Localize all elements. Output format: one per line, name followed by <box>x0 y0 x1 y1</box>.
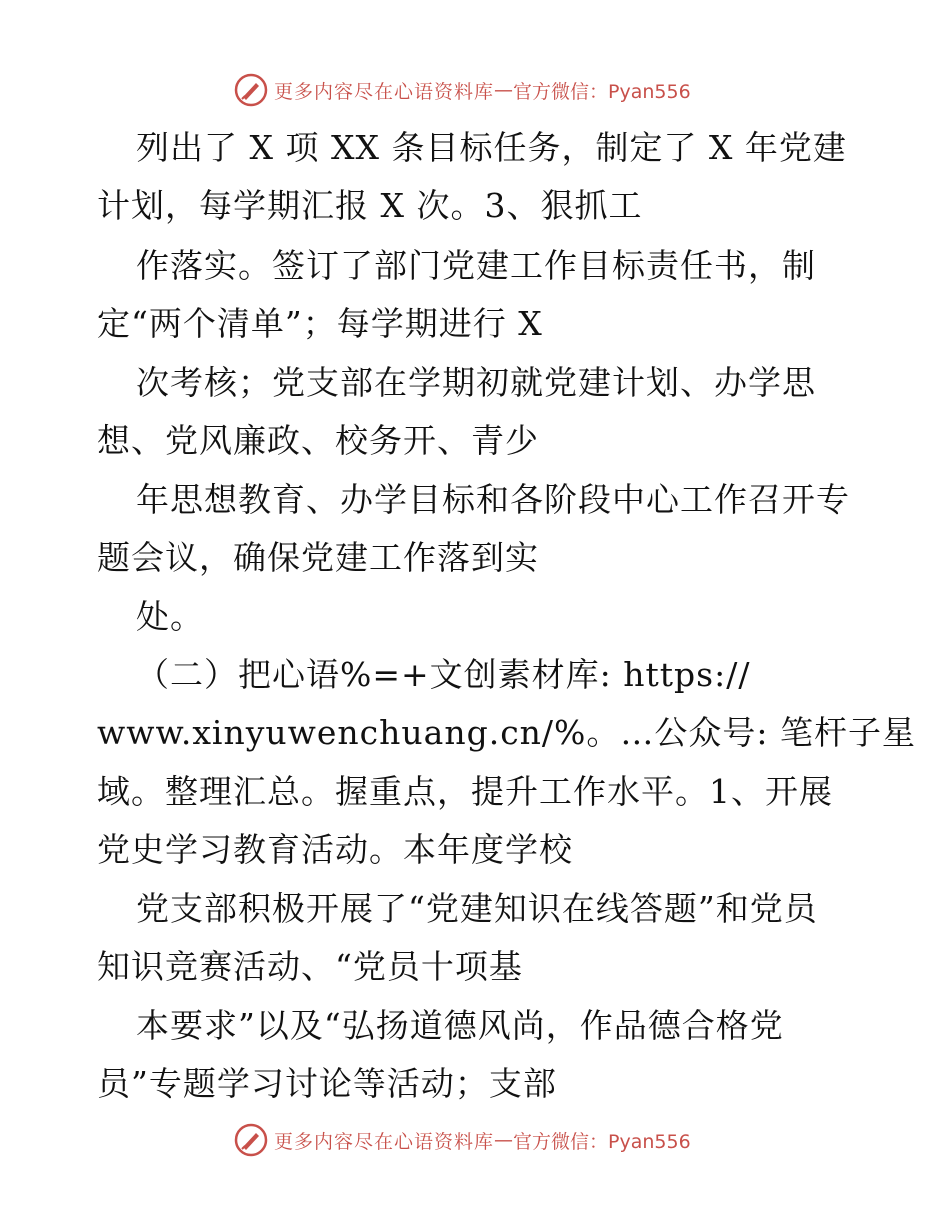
body-line: 想、党风廉政、校务开、青少 <box>97 421 539 460</box>
watermark-separator: — <box>494 79 514 101</box>
body-line: 域。整理汇总。握重点，提升工作水平。1、开展 <box>97 772 833 811</box>
body-line: www.xinyuwenchuang.cn/%。…公众号: 笔杆子星 <box>97 713 917 752</box>
quill-seal-icon <box>234 1123 268 1157</box>
section-heading: （二）把心语%=+文创素材库: https:// <box>136 655 751 694</box>
quill-seal-icon <box>234 73 268 107</box>
body-line: 知识竞赛活动、“党员十项基 <box>97 947 523 986</box>
body-line: 党史学习教育活动。本年度学校 <box>97 830 573 869</box>
body-line: 年思想教育、办学目标和各阶段中心工作召开专 <box>136 480 850 519</box>
body-line: 次考核；党支部在学期初就党建计划、办学思 <box>136 363 816 402</box>
body-line: 定“两个清单”；每学期进行 X <box>97 304 543 343</box>
watermark-text: 更多内容尽在心语资料库 <box>274 1130 495 1153</box>
body-line: 处。 <box>136 597 204 636</box>
body-line: 党支部积极开展了“党建知识在线答题”和党员 <box>136 889 818 928</box>
body-line: 题会议，确保党建工作落到实 <box>97 538 539 577</box>
footer-watermark <box>234 1122 691 1158</box>
watermark-wechat: 官方微信：Pyan556 <box>513 80 691 103</box>
body-line: 计划，每学期汇报 X 次。3、狠抓工 <box>97 186 643 225</box>
body-line: 本要求”以及“弘扬道德风尚，作品德合格党 <box>136 1006 784 1045</box>
body-line: 员”专题学习讨论等活动；支部 <box>97 1064 557 1103</box>
header-watermark <box>234 72 691 108</box>
watermark-separator: — <box>494 1129 514 1151</box>
body-line: 列出了 X 项 XX 条目标任务，制定了 X 年党建 <box>136 128 847 167</box>
body-line: 作落实。签订了部门党建工作目标责任书，制 <box>136 246 816 285</box>
watermark-text: 更多内容尽在心语资料库 <box>274 80 495 103</box>
watermark-wechat: 官方微信：Pyan556 <box>513 1130 691 1153</box>
